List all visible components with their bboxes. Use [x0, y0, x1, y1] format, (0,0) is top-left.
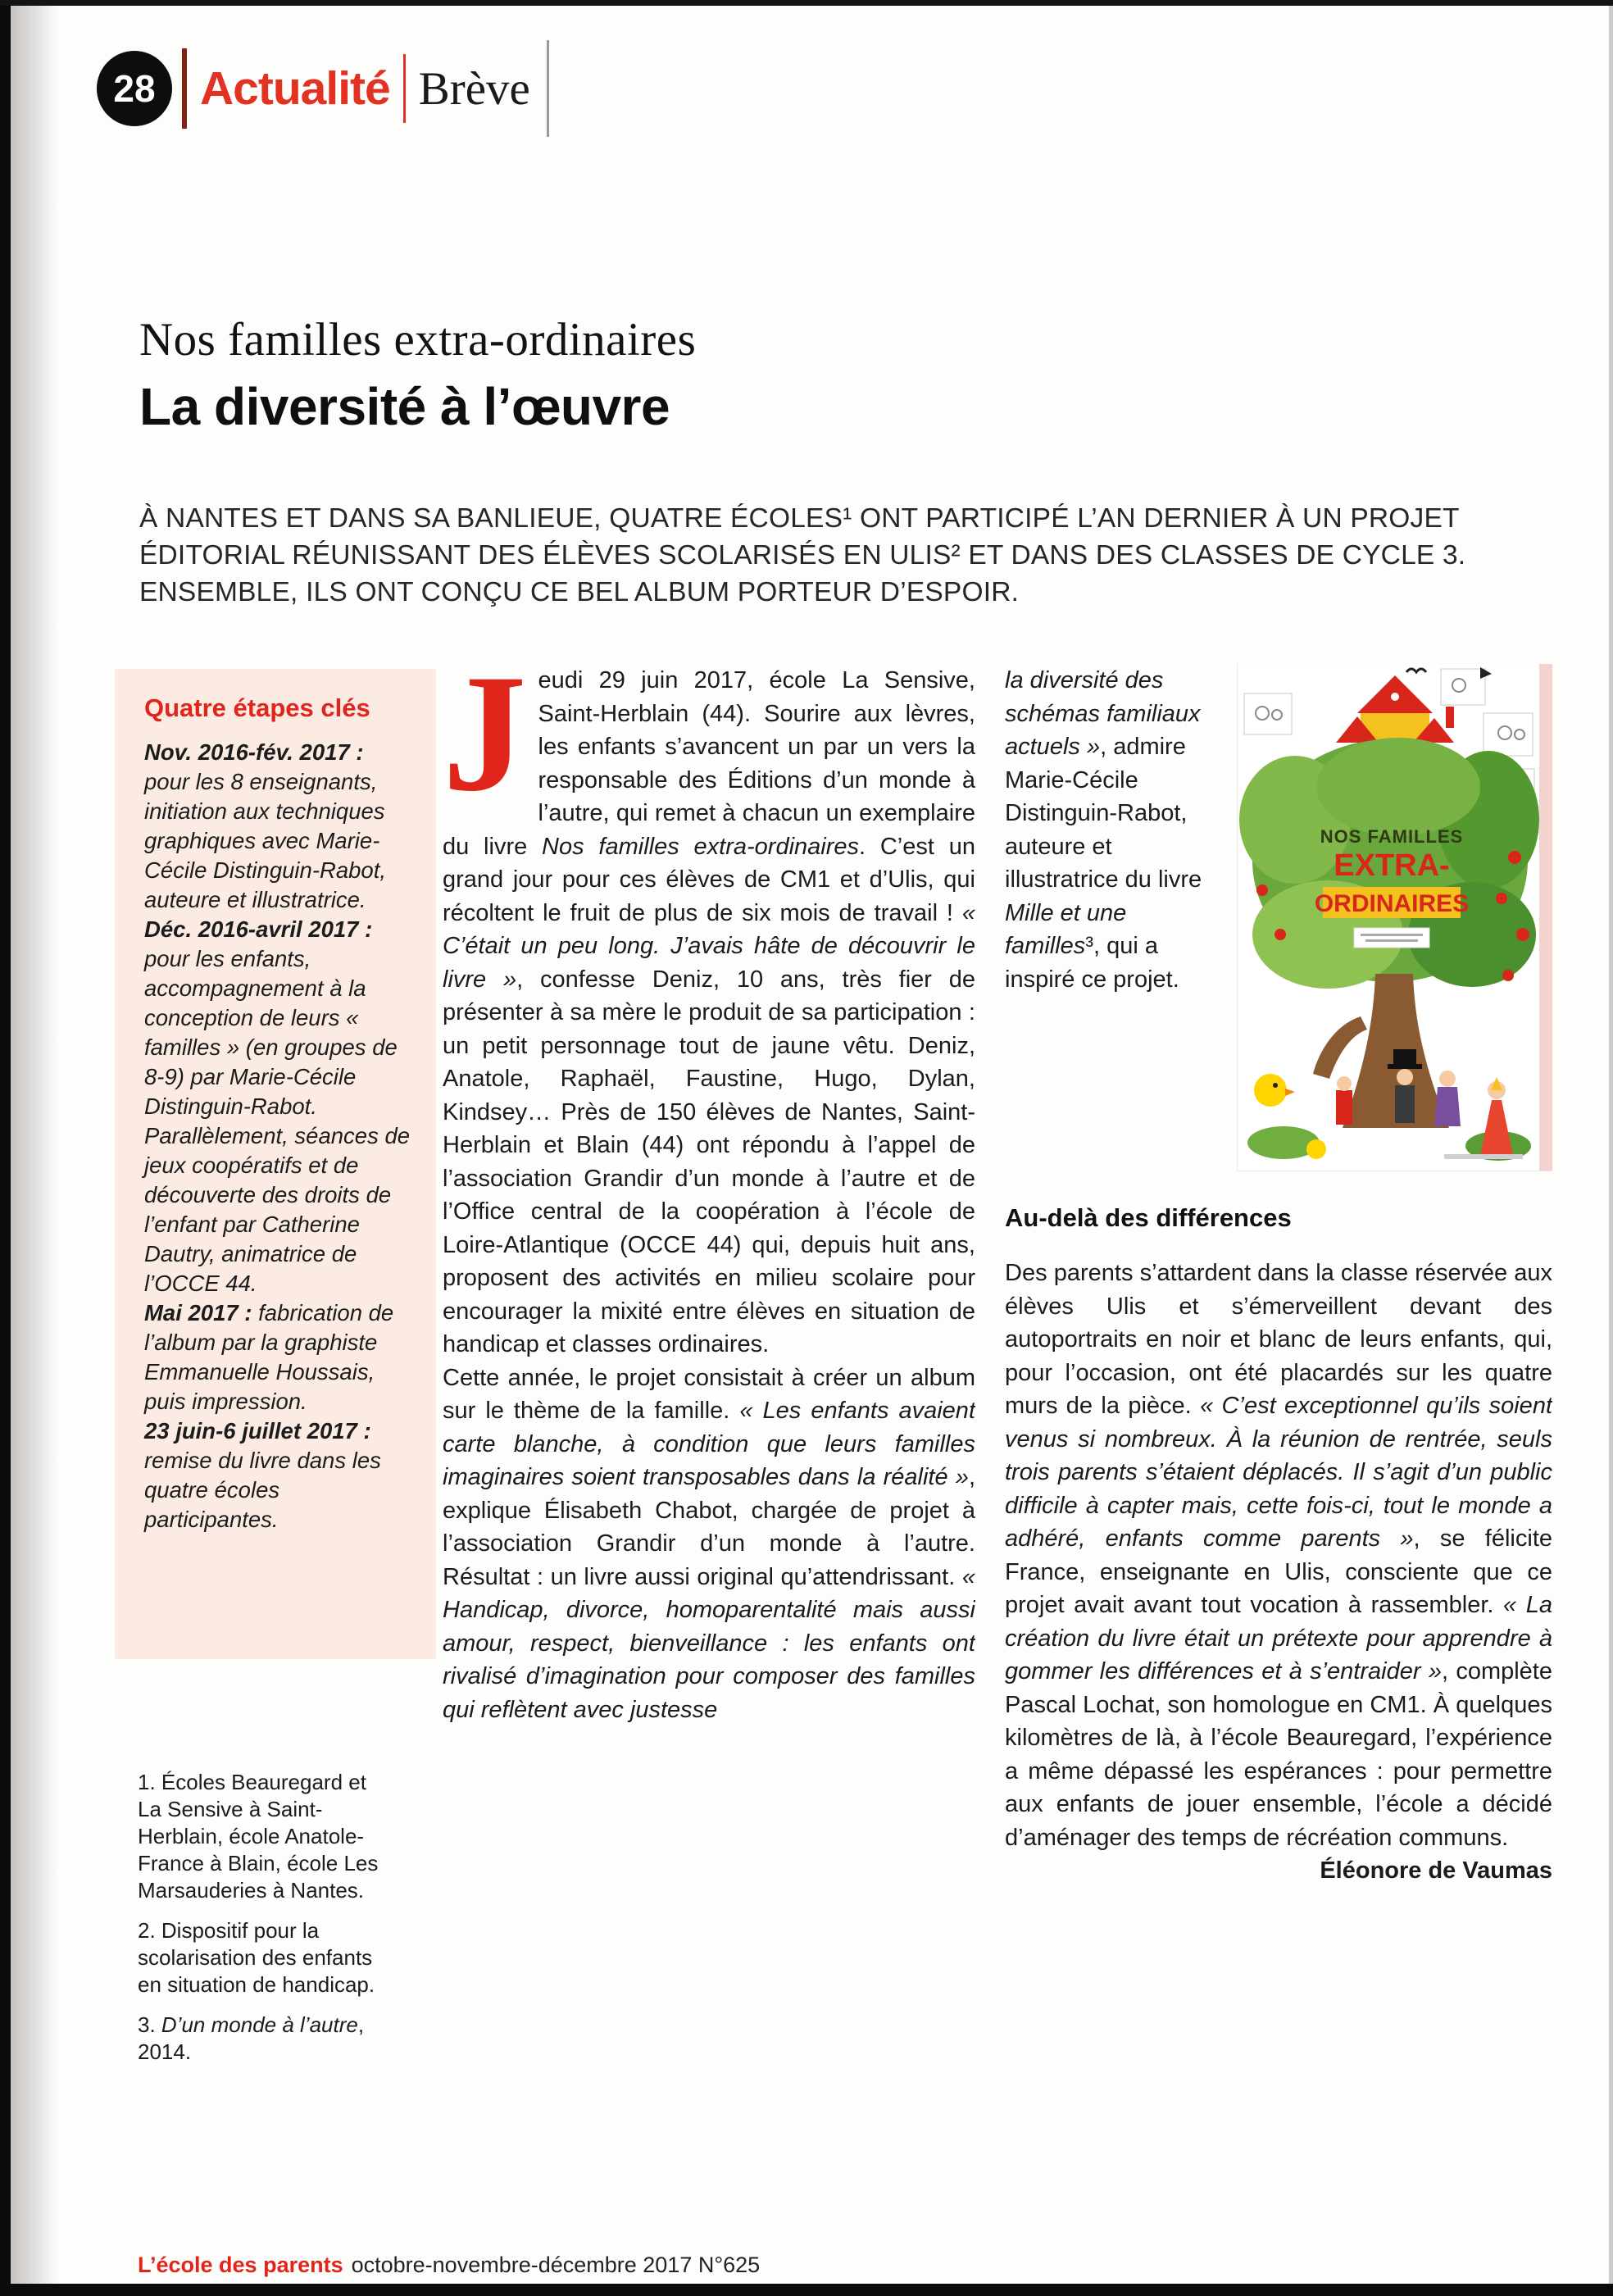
divider-dark [182, 48, 187, 129]
divider-gray [547, 40, 549, 137]
page-number: 28 [113, 67, 156, 110]
issue-info: octobre-novembre-décembre 2017 N°625 [351, 2253, 761, 2277]
step-text: remise du livre dans les quatre écoles participantes. [144, 1448, 381, 1532]
page-header [97, 39, 549, 138]
right-top-row [1005, 664, 1552, 1175]
step-text: fabrication de l’album par la graphiste Emmanuelle Houssais, puis impression. [144, 1300, 394, 1414]
step-date: Nov. 2016-fév. 2017 : [144, 739, 364, 765]
step-date: Déc. 2016-avril 2017 : [144, 916, 373, 942]
title-block [139, 313, 696, 437]
book-cover-photo [1238, 664, 1552, 1171]
section-label: Actualité [200, 62, 390, 115]
scan-gutter-shadow [11, 0, 58, 2296]
standfirst: À NANTES ET DANS SA BANLIEUE, QUATRE ÉCOLES¹ ONT PARTICIPÉ L’AN DERNIER À UN PROJET ÉDITORIAL RÉUNISSANT DES ÉLÈVES SCOLARISÉS EN ULIS² ET DANS DES CLASSES DE CYCLE 3. ENSEMBLE, ILS ONT CONÇU CE BEL ALBUM PORTEUR D’ESPOIR. [139, 503, 1466, 607]
book-title-line3: ORDINAIRES [1314, 890, 1470, 917]
paragraph-text: eudi 29 juin 2017, école La Sensive, Saint-Herblain (44). Sourire aux lèvres, les enfants s’avancent un par un vers la responsable des Éditions d’un monde à l’autre, qui remet à chacun un exemplaire du livre Nos familles extra-ordinaires. C’est un grand jour pour ces élèves de CM1 et d’Ulis, qui récoltent le fruit de plus de six mois de travail ! « C’était un peu long. J’avais hâte de découvrir le livre », confesse Deniz, 10 ans, très fier de présenter à sa mère le produit de sa participation : un petit personnage tout de jaune vêtu. Deniz, Anatole, Raphaël, Faustine, Hugo, Dylan, Kindsey… Près de 150 élèves de Nantes, Saint-Herblain et Blain (44) ont répondu à l’appel de l’association Grandir d’un monde à l’autre et de l’Office central de la coopération à l’école de Loire-Atlantique (OCCE 44) qui, depuis huit ans, proposent des activités en milieu scolaire pour encourager la mixité entre élèves en situation de handicap et classes ordinaires. [443, 667, 975, 1357]
paragraph-text: Cette année, le projet consistait à créer un album sur le thème de la famille. « Les enfants avaient carte blanche, à condition que leurs familles imaginaires soient transposables dans la réalité », explique Élisabeth Chabot, chargée de projet à l’association Grandir d’un monde à l’autre. Résultat : un livre aussi original qu’attendrissant. « Handicap, divorce, homoparentalité mais aussi amour, respect, bienveillance : les enfants ont rivalisé d’imagination pour composer des familles qui reflètent avec justesse [443, 1364, 975, 1723]
article-paragraph [443, 1362, 975, 1727]
page-footer [138, 2253, 760, 2278]
article-right-column [1005, 664, 1552, 2262]
scan-edge-right [1609, 0, 1613, 2296]
page-number-badge [97, 51, 172, 126]
scan-edge-top [0, 0, 1613, 6]
divider-red [403, 54, 406, 123]
article-kicker: Nos familles extra-ordinaires [139, 314, 697, 366]
article-headline: La diversité à l’œuvre [139, 377, 670, 436]
scan-edge-left [0, 0, 11, 2296]
article-paragraph [1005, 1257, 1552, 1884]
footnotes [138, 1769, 392, 2079]
book-title-line1: NOS FAMILLES [1320, 826, 1464, 847]
footnote: 3. D’un monde à l’autre, 2014. [138, 2012, 365, 2064]
paragraph-text: Des parents s’attardent dans la classe réservée aux élèves Ulis et s’émerveillent devant des autoportraits en noir et blanc de leurs enfants, qui, pour l’occasion, ont été placardés sur les quatre murs de la pièce. « C’est exceptionnel qu’ils soient venus si nombreux. À la réunion de rentrée, seuls trois parents s’étaient déplacés. Il s’agit d’un public difficile à capter mais, cette fois-ci, tout le monde a adhéré, enfants comme parents », se félicite France, enseignante en Ulis, consciente que ce projet avait avant tout vocation à rassembler. « La création du livre était un prétexte pour apprendre à gommer les différences et à s’entraider », complète Pascal Lochat, son homologue en CM1. À quelques kilomètres de là, à l’école Beauregard, l’expérience a même dépassé les espérances : pour permettre aux enfants de jouer ensemble, l’école a décidé d’aménager des temps de récréation communs. [1005, 1260, 1552, 1851]
sidebar-step [144, 738, 411, 915]
magazine-name: L’école des parents [138, 2253, 343, 2277]
scan-edge-bottom [0, 2284, 1613, 2296]
article-paragraph [443, 664, 975, 1362]
sidebar-step [144, 1416, 411, 1534]
section-heading: Au-delà des différences [1005, 1203, 1292, 1232]
footnote: 1. Écoles Beauregard et La Sensive à Saint-Herblain, école Anatole-France à Blain, école Les Marsauderies à Nantes. [138, 1770, 379, 1903]
sidebar-step [144, 1298, 411, 1416]
sidebar-title: Quatre étapes clés [144, 693, 370, 722]
rubric-label: Brève [418, 62, 530, 115]
book-cover-illustration [1238, 664, 1539, 1171]
step-date: 23 juin-6 juillet 2017 : [144, 1418, 371, 1444]
step-text: pour les 8 enseignants, initiation aux techniques graphiques avec Marie-Cécile Distinguin-Rabot, auteure et illustratrice. [144, 769, 386, 912]
byline: Éléonore de Vaumas [1320, 1857, 1552, 1884]
sidebar-step [144, 915, 411, 1298]
key-steps-sidebar [115, 669, 436, 1659]
continuation-text: la diversité des schémas familiaux actuels », admire Marie-Cécile Distinguin-Rabot, auteure et illustratrice du livre Mille et une familles³, qui a inspiré ce projet. [1005, 667, 1202, 993]
step-date: Mai 2017 : [144, 1300, 252, 1325]
footnote: 2. Dispositif pour la scolarisation des enfants en situation de handicap. [138, 1918, 375, 1997]
book-title-line2: EXTRA- [1334, 848, 1450, 883]
drop-cap: J [443, 664, 527, 826]
step-text: pour les enfants, accompagnement à la conception de leurs « familles » (en groupes de 8-9) par Marie-Cécile Distinguin-Rabot. Parallèlement, séances de jeux coopératifs et de découverte des droits de l’enfant par Catherine Dautry, animatrice de l’OCCE 44. [144, 946, 411, 1296]
article-main-column [443, 664, 975, 2258]
